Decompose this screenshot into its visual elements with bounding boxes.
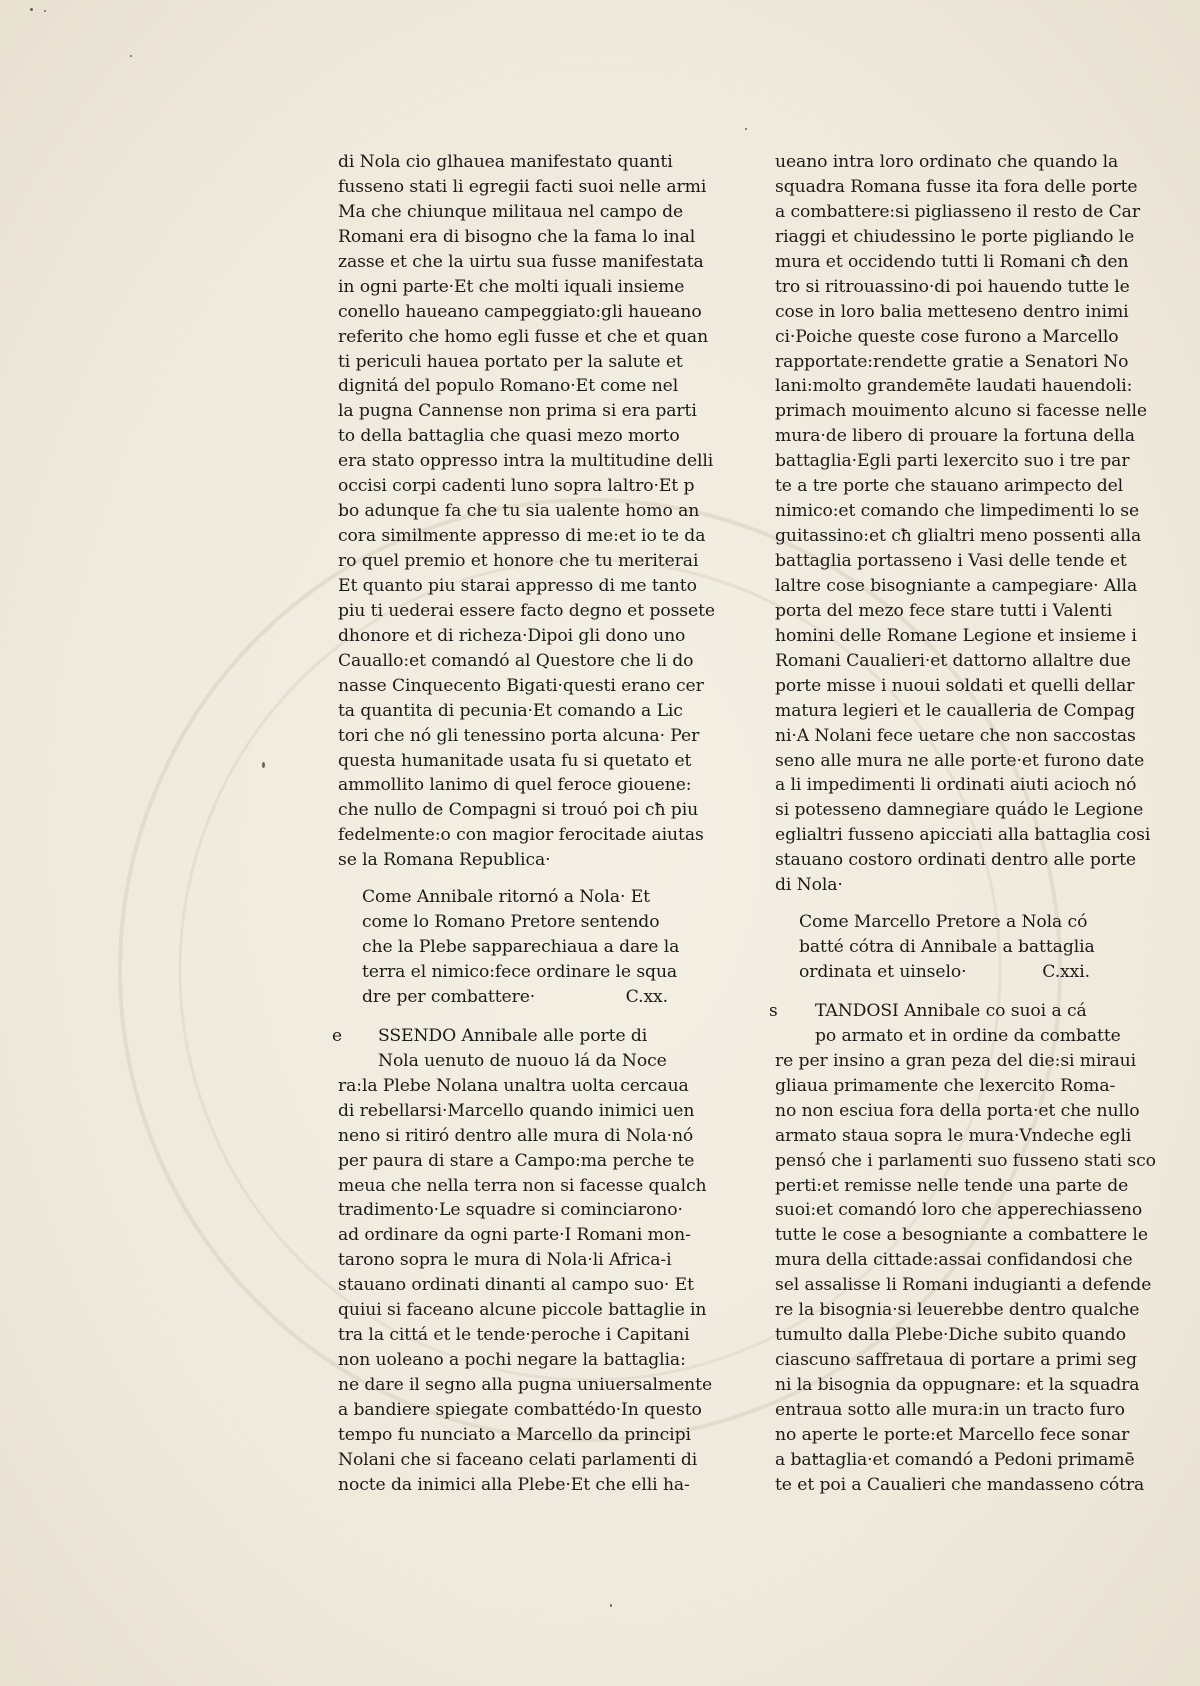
text-line: ra:la Plebe Nolana unaltra uolta cercaua <box>338 1075 689 1096</box>
text-line: ni·A Nolani fece uetare che non saccostas <box>775 725 1136 746</box>
text-line: mura della cittade:assai confidandosi che <box>775 1250 1133 1271</box>
text-line: non uoleano a pochi negare la battaglia: <box>338 1350 686 1371</box>
text-line: armato staua sopra le mura·Vndeche egli <box>775 1125 1132 1146</box>
text-line: re la bisognia·si leuerebbe dentro qualche <box>775 1300 1140 1321</box>
text-line: stauano costoro ordinati dentro alle porte <box>775 850 1136 871</box>
text-line: ni la bisognia da oppugnare: et la squadra <box>775 1375 1140 1395</box>
text-line: primach mouimento alcuno si facesse nelle <box>775 401 1147 422</box>
chapter-heading-xx <box>362 885 678 1010</box>
text-line: te et poi a Caualieri che mandasseno cótra <box>775 1474 1145 1495</box>
text-line: questa humanitade usata fu si quetato et <box>338 750 692 771</box>
heading-line: Come Annibale ritornó a Nola· Et <box>362 887 650 908</box>
text-line: tra la cittá et le tende·peroche i Capitani <box>338 1325 690 1346</box>
text-line: Et quanto piu starai appresso di me tanto <box>338 575 697 596</box>
text-line: dhonore et di richeza·Dipoi gli dono uno <box>338 625 686 646</box>
text-line: Cauallo:et comandó al Questore che li do <box>338 650 694 671</box>
heading-line-last <box>799 960 1100 985</box>
text-line: TANDOSI Annibale co suoi a cá <box>815 1000 1087 1021</box>
heading-line: terra el nimico:fece ordinare le squa <box>362 962 678 982</box>
text-line: fedelmente:o con magior ferocitade aiutas <box>338 825 704 846</box>
text-line: nimico:et comando che limpedimenti lo se <box>775 501 1140 522</box>
text-line: di Nola· <box>775 875 843 896</box>
text-line: in ogni parte·Et che molti iquali insieme <box>338 276 685 297</box>
text-line: a li impedimenti li ordinati aiuti acioch nó <box>775 775 1137 796</box>
chapter-heading-xxi <box>799 910 1100 985</box>
text-line: a battaglia·et comandó a Pedoni primamē <box>775 1449 1135 1470</box>
text-line: zasse et che la uirtu sua fusse manifestata <box>338 251 704 272</box>
text-line: guitassino:et cħ glialtri meno possenti alla <box>775 526 1142 547</box>
text-line: la pugna Cannense non prima si era parti <box>338 401 697 422</box>
text-line: mura et occidendo tutti li Romani cħ den <box>775 251 1129 272</box>
text-line: ro quel premio et honore che tu meriterai <box>338 551 699 571</box>
text-line: cora similmente appresso di me:et io te da <box>338 526 706 547</box>
text-line: tumulto dalla Plebe·Diche subito quando <box>775 1325 1126 1346</box>
text-line: Romani Caualieri·et dattorno allaltre due <box>775 650 1131 671</box>
text-line: te a tre porte che stauano arimpecto del <box>775 476 1124 497</box>
text-line: di rebellarsi·Marcello quando inimici uen <box>338 1100 695 1121</box>
text-line: per paura di stare a Campo:ma perche te <box>338 1150 695 1171</box>
text-line: matura legieri et le caualleria de Compag <box>775 700 1136 721</box>
text-line: ueano intra loro ordinato che quando la <box>775 152 1119 172</box>
text-line: re per insino a gran peza del die:si miraui <box>775 1050 1137 1071</box>
text-line: conello haueano campeggiato:gli haueano <box>338 301 702 322</box>
text-line: a bandiere spiegate combattédo·In questo <box>338 1399 702 1420</box>
text-line: Nola uenuto de nuouo lá da Noce <box>378 1050 667 1071</box>
text-line: pensó che i parlamenti suo fusseno stati sco <box>775 1150 1156 1171</box>
left-paragraph-2 <box>332 1024 713 1498</box>
text-line: nasse Cinquecento Bigati·questi erano cer <box>338 675 704 696</box>
text-line: occisi corpi cadenti luno sopra laltro·Et p <box>338 476 695 497</box>
text-line: nocte da inimici alla Plebe·Et che elli ha- <box>338 1474 690 1495</box>
text-line: tutte le cose a besogniante a combattere le <box>775 1225 1148 1246</box>
guide-letter: e <box>332 1025 342 1046</box>
text-line: to della battaglia che quasi mezo morto <box>338 426 680 447</box>
text-line: era stato oppresso intra la multitudine delli <box>338 451 714 472</box>
text-line: sel assalisse li Romani indugianti a defende <box>775 1275 1152 1296</box>
heading-line: batté cótra di Annibale a battaglia <box>799 937 1095 958</box>
right-column <box>769 150 1156 1498</box>
text-line: ad ordinare da ogni parte·I Romani mon- <box>338 1225 691 1246</box>
text-line: ti periculi hauea portato per la salute et <box>338 351 683 372</box>
left-paragraph-1 <box>338 150 715 873</box>
text-line: ci·Poiche queste cose furono a Marcello <box>775 326 1119 347</box>
text-line: che nullo de Compagni si trouó poi cħ piu <box>338 800 699 821</box>
chapter-number: C.xx. <box>625 986 668 1007</box>
text-line: si potesseno damnegiare quádo le Legione <box>775 800 1144 821</box>
text-line: lani:molto grandemēte laudati hauendoli: <box>775 376 1133 397</box>
left-column <box>332 150 715 1498</box>
text-line: piu ti uederai essere facto degno et possete <box>338 600 715 621</box>
text-line: ta quantita di pecunia·Et comando a Lic <box>338 700 683 721</box>
text-line: quiui si faceano alcune piccole battaglie in <box>338 1300 707 1321</box>
text-line: meua che nella terra non si facesse qualch <box>338 1175 707 1196</box>
text-line: laltre cose bisogniante a campegiare· Alla <box>775 575 1138 596</box>
right-paragraph-2 <box>769 999 1156 1498</box>
text-line: ciascuno saffretaua di portare a primi seg <box>775 1350 1137 1371</box>
heading-line-last <box>362 985 678 1010</box>
text-line: porte misse i nuoui soldati et quelli dellar <box>775 675 1135 696</box>
text-line: entraua sotto alle mura:in un tracto furo <box>775 1399 1125 1420</box>
text-line: mura·de libero di prouare la fortuna della <box>775 426 1135 447</box>
heading-line: Come Marcello Pretore a Nola có <box>799 912 1088 933</box>
text-line: seno alle mura ne alle porte·et furono date <box>775 750 1145 771</box>
text-line: po armato et in ordine da combatte <box>815 1025 1121 1046</box>
text-line: tradimento·Le squadre si cominciarono· <box>338 1200 683 1221</box>
text-line: dignitá del populo Romano·Et come nel <box>338 376 679 397</box>
text-line: battaglia·Egli parti lexercito suo i tre par <box>775 451 1130 472</box>
right-paragraph-1 <box>775 150 1151 898</box>
text-line: tro si ritrouassino·di poi hauendo tutte le <box>775 276 1130 297</box>
text-line: di Nola cio glhauea manifestato quanti <box>338 152 673 172</box>
heading-line: come lo Romano Pretore sentendo <box>362 912 660 933</box>
text-line: a combattere:si pigliasseno il resto de Car <box>775 201 1140 222</box>
text-line: Ma che chiunque militaua nel campo de <box>338 201 684 222</box>
heading-text: ordinata et uinselo· <box>799 962 967 982</box>
text-line: cose in loro balia metteseno dentro inimi <box>775 301 1129 322</box>
heading-line: che la Plebe sapparechiaua a dare la <box>362 937 680 958</box>
text-line: homini delle Romane Legione et insieme i <box>775 625 1137 646</box>
text-line: gliaua primamente che lexercito Roma- <box>775 1075 1116 1096</box>
text-line: ne dare il segno alla pugna uniuersalmente <box>338 1375 713 1395</box>
guide-letter: s <box>769 1000 778 1021</box>
text-line: porta del mezo fece stare tutti i Valenti <box>775 600 1113 621</box>
text-line: rapportate:rendette gratie a Senatori No <box>775 351 1129 372</box>
text-line: riaggi et chiudessino le porte pigliando le <box>775 226 1135 247</box>
text-line: eglialtri fusseno apicciati alla battaglia cosi <box>775 825 1151 846</box>
text-line: fusseno stati li egregii facti suoi nelle armi <box>338 176 707 197</box>
text-line: neno si ritiró dentro alle mura di Nola·nó <box>338 1125 694 1146</box>
text-line: se la Romana Republica· <box>338 850 551 871</box>
text-line: tarono sopra le mura di Nola·li Africa-i <box>338 1250 672 1271</box>
text-line: ammollito lanimo di quel feroce giouene: <box>338 775 692 796</box>
text-line: referito che homo egli fusse et che et quan <box>338 326 709 347</box>
text-line: Romani era di bisogno che la fama lo inal <box>338 226 696 247</box>
text-line: suoi:et comandó loro che apperechiasseno <box>775 1200 1143 1221</box>
chapter-number: C.xxi. <box>1042 962 1090 982</box>
text-line: bo adunque fa che tu sia ualente homo an <box>338 501 700 522</box>
text-line: squadra Romana fusse ita fora delle porte <box>775 176 1138 197</box>
text-line: no non esciua fora della porta·et che nullo <box>775 1100 1140 1121</box>
text-line: battaglia portasseno i Vasi delle tende et <box>775 551 1127 571</box>
text-line: Nolani che si faceano celati parlamenti di <box>338 1449 698 1470</box>
text-line: stauano ordinati dinanti al campo suo· Et <box>338 1275 694 1296</box>
text-line: tempo fu nunciato a Marcello da principi <box>338 1424 691 1445</box>
heading-text: dre per combattere· <box>362 986 536 1007</box>
text-line: SSENDO Annibale alle porte di <box>378 1025 648 1046</box>
text-line: perti:et remisse nelle tende una parte de <box>775 1175 1129 1196</box>
text-line: tori che nó gli tenessino porta alcuna· Per <box>338 725 700 746</box>
text-line: no aperte le porte:et Marcello fece sonar <box>775 1424 1130 1445</box>
